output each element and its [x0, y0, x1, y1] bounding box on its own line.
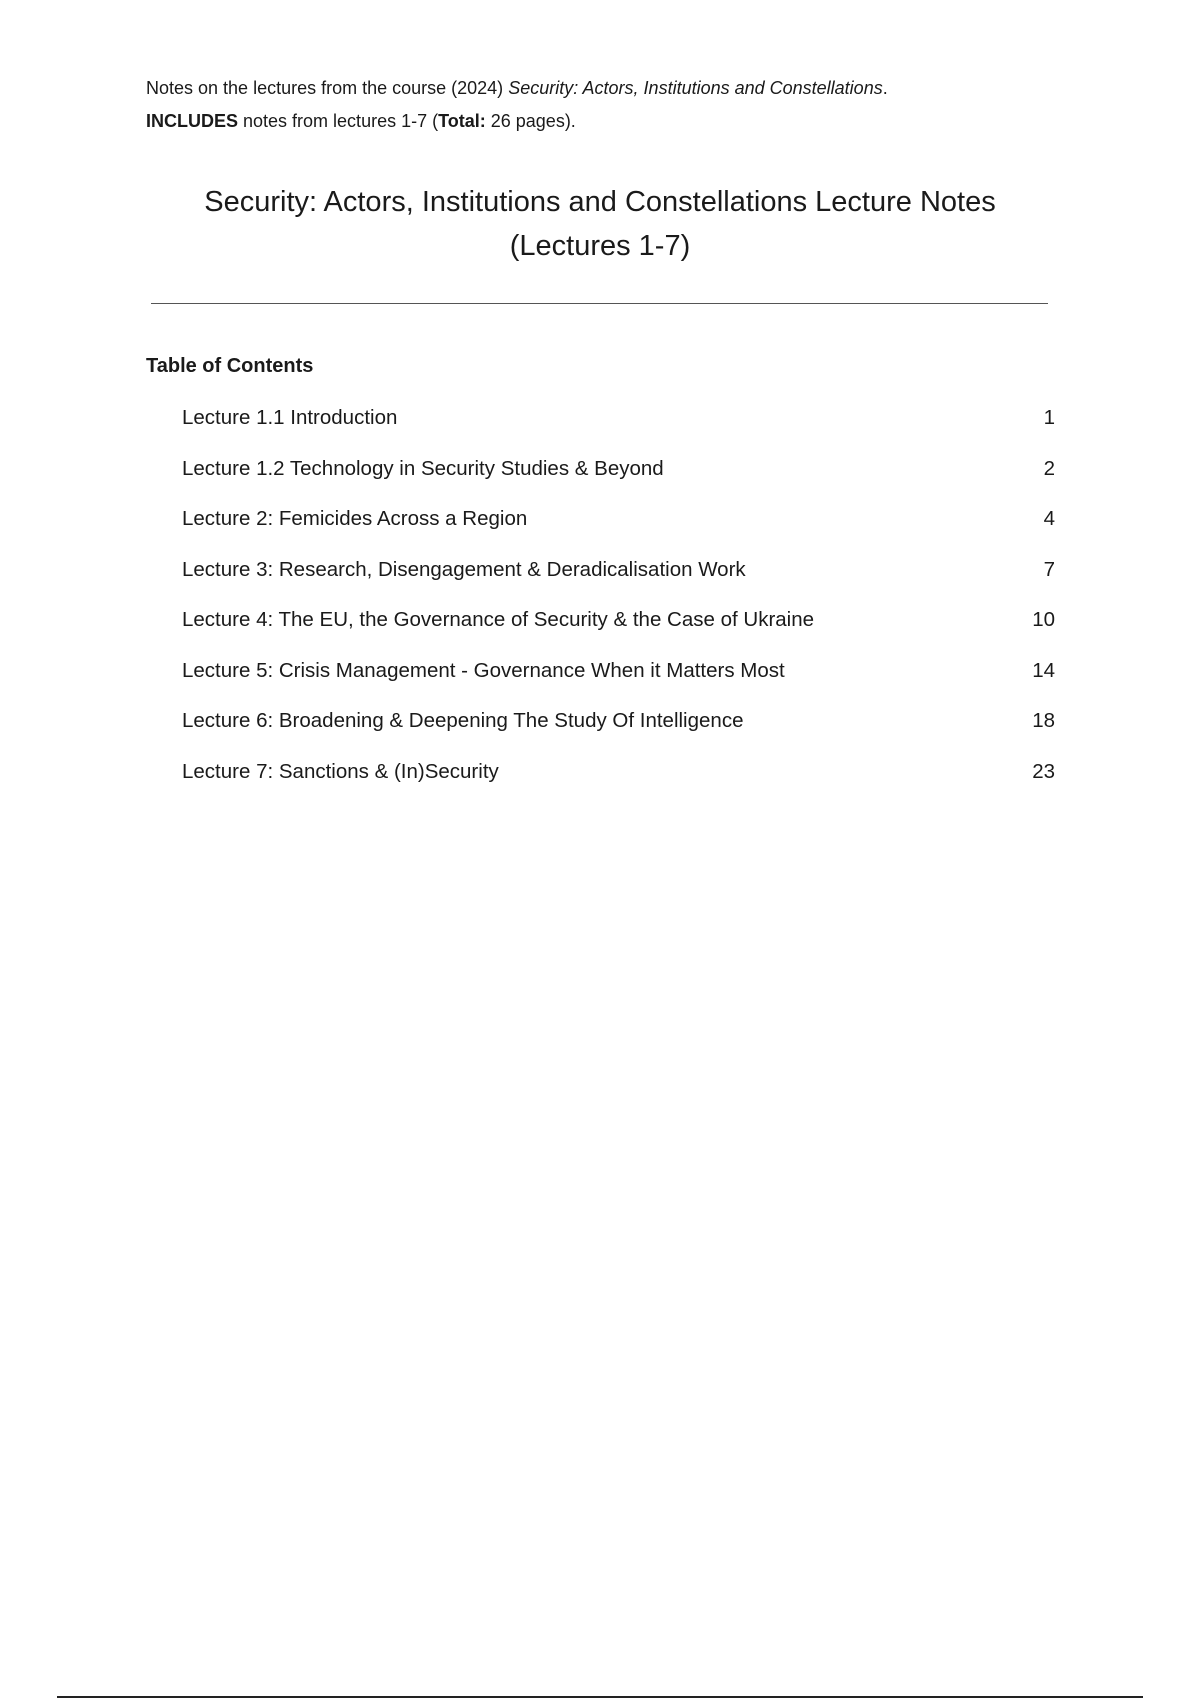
intro-note	[146, 72, 1106, 138]
includes-line	[146, 105, 1106, 138]
toc-entry[interactable]	[182, 705, 1055, 756]
includes-text: notes from lectures 1-7 (	[238, 111, 439, 131]
toc-entry-page-number: 10	[1032, 608, 1055, 631]
toc-entry[interactable]	[182, 453, 1055, 504]
toc-entry-page-number: 7	[1043, 557, 1055, 581]
toc-entry-title: Lecture 3: Research, Disengagement & Deradicalisation Work	[182, 557, 746, 581]
toc-entry-title: Lecture 4: The EU, the Governance of Security & the Case of Ukraine	[182, 608, 815, 631]
toc-entry[interactable]	[182, 554, 1055, 605]
toc-entry-page-number: 2	[1043, 456, 1055, 480]
toc-entry[interactable]	[182, 756, 1055, 807]
toc-entry-page-number: 1	[1043, 406, 1055, 429]
toc-entry-title: Lecture 1.1 Introduction	[182, 406, 398, 429]
course-suffix: .	[882, 78, 888, 98]
toc-entry-page-number: 23	[1032, 759, 1055, 783]
toc-entry[interactable]	[182, 402, 1055, 453]
toc-entry-title: Lecture 2: Femicides Across a Region	[182, 507, 528, 530]
table-of-contents	[182, 402, 1055, 806]
document-title-line-2: (Lectures 1-7)	[509, 230, 691, 262]
toc-entry-title: Lecture 1.2 Technology in Security Studies & Beyond	[182, 456, 664, 480]
course-description-line	[146, 72, 1106, 105]
title-divider	[151, 303, 1048, 304]
toc-entry[interactable]	[182, 655, 1055, 706]
toc-entry-title: Lecture 5: Crisis Management - Governance When it Matters Most	[182, 658, 785, 682]
course-prefix: Notes on the lectures from the course (2024)	[146, 78, 509, 98]
toc-heading: Table of Contents	[146, 355, 314, 377]
toc-entry-title: Lecture 7: Sanctions & (In)Security	[182, 759, 499, 783]
toc-entry-page-number: 14	[1032, 658, 1055, 682]
toc-entry-page-number: 4	[1043, 507, 1055, 530]
toc-entry-title: Lecture 6: Broadening & Deepening The Study Of Intelligence	[182, 709, 744, 732]
footer-divider	[57, 1696, 1143, 1698]
toc-entry[interactable]	[182, 503, 1055, 554]
course-name: Security: Actors, Institutions and Constellations	[508, 78, 883, 98]
total-label: Total:	[438, 111, 486, 131]
total-value: 26 pages).	[485, 111, 576, 131]
includes-label: INCLUDES	[146, 111, 239, 131]
document-title	[146, 180, 1054, 268]
toc-entry[interactable]	[182, 604, 1055, 655]
document-title-line-1: Security: Actors, Institutions and Constellations Lecture Notes	[204, 186, 996, 218]
toc-entry-page-number: 18	[1032, 709, 1055, 732]
